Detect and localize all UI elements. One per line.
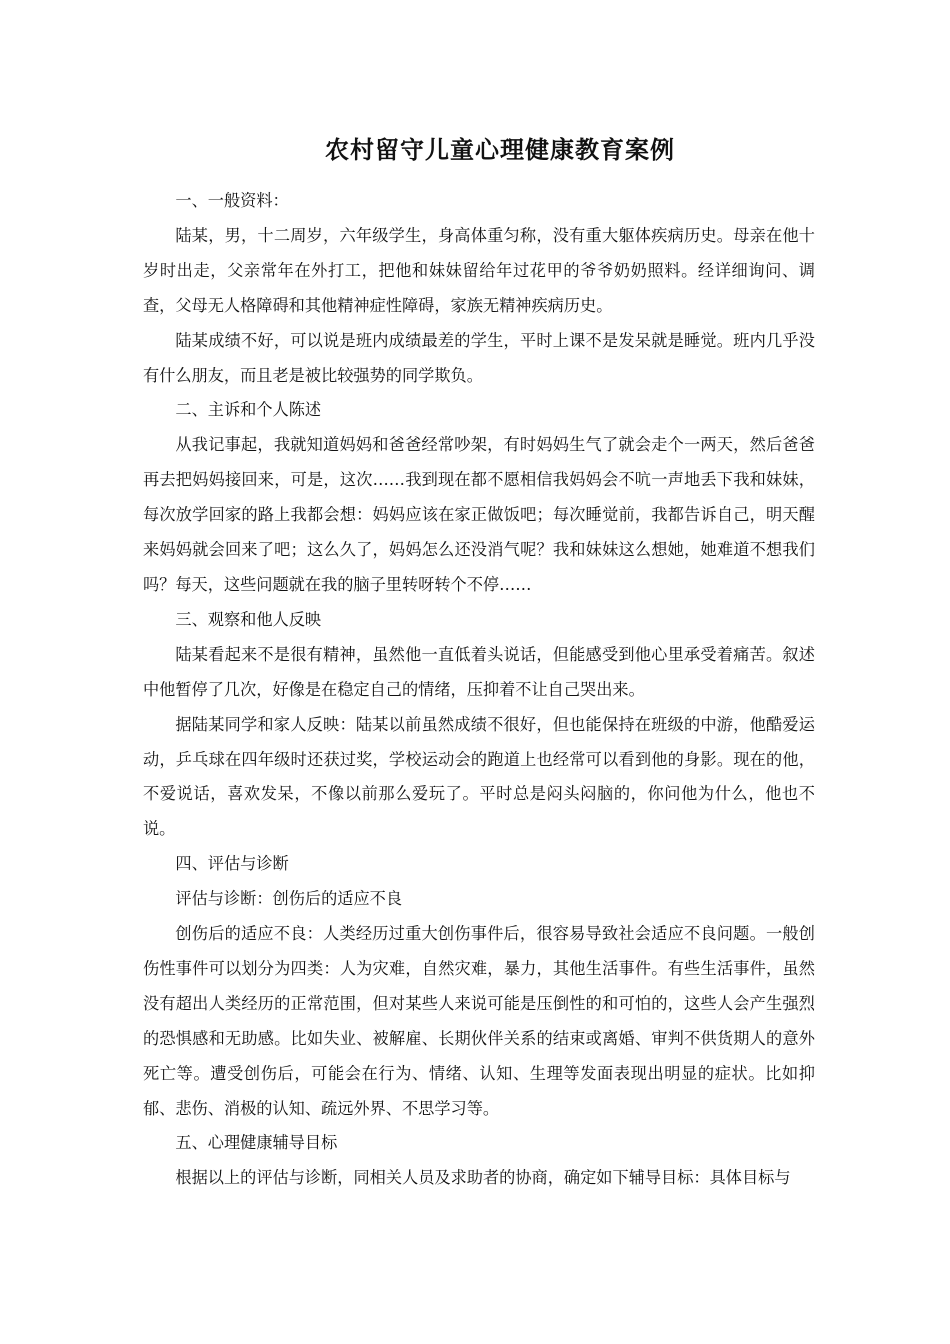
section-heading-assessment: 四、评估与诊断 [175,854,289,874]
paragraph-diagnosis: 评估与诊断：创伤后的适应不良 [175,889,403,909]
paragraph-goals: 根据以上的评估与诊断，同相关人员及求助者的协商，确定如下辅导目标：具体目标与 [175,1168,791,1188]
section-heading-complaint: 二、主诉和个人陈述 [175,400,322,420]
paragraph-background: 陆某，男，十二周岁，六年级学生，身高体重匀称，没有重大躯体疾病历史。母亲在他十岁时出走，父亲常年在外打工，把他和妹妹留给年过花甲的爷爷奶奶照料。经详细询问、调查，父母无人格障碍和其他精神症性障碍，家族无精神疾病历史。 [143,225,815,315]
paragraph-diagnosis-detail: 创伤后的适应不良：人类经历过重大创伤事件后，很容易导致社会适应不良问题。一般创伤性事件可以划分为四类：人为灾难，自然灾难，暴力，其他生活事件。有些生活事件，虽然没有超出人类经历的正常范围，但对某些人来说可能是压倒性的和可怕的，这些人会产生强烈的恐惧感和无助感。比如失业、被解雇、长期伙伴关系的结束或离婚、审判不供货期人的意外死亡等。遭受创伤后，可能会在行为、情绪、认知、生理等发面表现出明显的症状。比如抑郁、悲伤、消极的认知、疏远外界、不思学习等。 [143,924,815,1118]
section-heading-observation: 三、观察和他人反映 [175,609,322,629]
document-body [143,184,815,1196]
paragraph-school-performance: 陆某成绩不好，可以说是班内成绩最差的学生，平时上课不是发呆就是睡觉。班内几乎没有什么朋友，而且老是被比较强势的同学欺负。 [143,330,815,385]
paragraph-personal-statement: 从我记事起，我就知道妈妈和爸爸经常吵架，有时妈妈生气了就会走个一两天，然后爸爸再去把妈妈接回来，可是，这次……我到现在都不愿相信我妈妈会不吭一声地丢下我和妹妹，每次放学回家的路上我都会想：妈妈应该在家正做饭吧；每次睡觉前，我都告诉自己，明天醒来妈妈就会回来了吧；这么久了，妈妈怎么还没消气呢？我和妹妹这么想她，她难道不想我们吗？每天，这些问题就在我的脑子里转呀转个不停…… [143,435,815,594]
paragraph-observation: 陆某看起来不是很有精神，虽然他一直低着头说话，但能感受到他心里承受着痛苦。叙述中他暂停了几次，好像是在稳定自己的情绪，压抑着不让自己哭出来。 [143,644,815,699]
section-heading-general-info: 一、一般资料： [175,191,289,210]
section-heading-goals: 五、心理健康辅导目标 [175,1133,338,1153]
document-title: 农村留守儿童心理健康教育案例 [325,136,675,164]
paragraph-others-feedback: 据陆某同学和家人反映：陆某以前虽然成绩不很好，但也能保持在班级的中游，他酷爱运动，乒乓球在四年级时还获过奖，学校运动会的跑道上也经常可以看到他的身影。现在的他，不爱说话，喜欢发呆，不像以前那么爱玩了。平时总是闷头闷脑的，你问他为什么，他也不说。 [143,714,815,839]
